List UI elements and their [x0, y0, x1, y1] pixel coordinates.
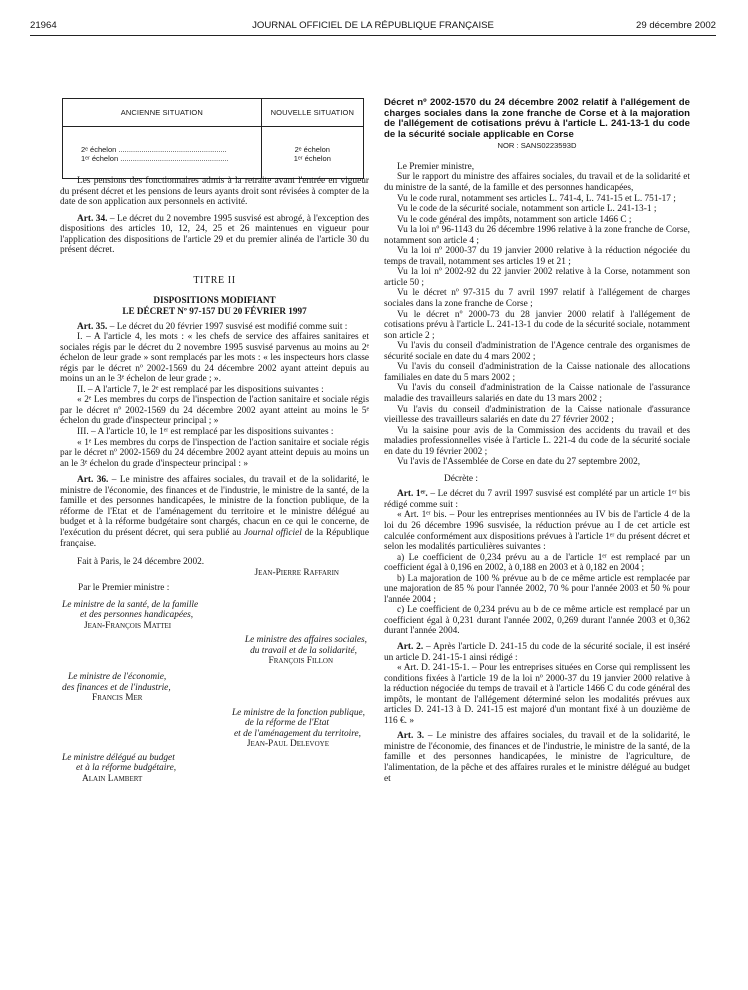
fp-name: Jean-Paul Delevoye: [246, 739, 329, 750]
aff-name: François Fillon: [268, 656, 333, 667]
old-row-2: 1ᵉʳ échelon ....................................................: [81, 154, 229, 163]
visa-12: Vu l'avis du conseil d'administration de la Caisse nationale de l'assurance maladie des travailleurs salariés en date du 13 mars 2002 ;: [384, 383, 690, 404]
decree-title: Décret nº 2002-1570 du 24 décembre 2002 relatif à l'allégement de charges sociales dans la zone franche de Corse et à la majoration de l'allégement de cotisations prévu à l'article L. 241-13-1 du code de la sécurité sociale applicable en Corse: [384, 97, 690, 140]
art1-a: a) Le coefficient de 0,234 prévu au a de l'article 1ᵉʳ est remplacé par un coefficient égal à 0,196 en 2002, à 0,188 en 2003 et à 0,182 en 2004 ;: [384, 552, 690, 574]
fp-line-1: Le ministre de la fonction publique,: [231, 707, 365, 718]
art1-text: – Le décret du 7 avril 1997 susvisé est complété par un article 1ᵉʳ bis rédigé comme suit :: [384, 489, 691, 510]
art2-text: – Après l'article D. 241-15 du code de la sécurité sociale, il est inséré un article D. 241-15-1 ainsi rédigé :: [384, 641, 691, 663]
pensions-paragraph: Les pensions des fonctionnaires admis à la retraite avant l'entrée en vigueur du présent décret et les pensions de leurs ayants droit sont révisées à compter de la date de son application aux personnels en activité.: [60, 176, 369, 208]
visa-5: Vu la loi nº 96-1143 du 26 décembre 1996 relative à la zone franche de Corse, notamment son article 4 ;: [384, 225, 690, 246]
new-row-2: 1ᵉʳ échelon: [293, 154, 331, 163]
art35-III: III. – A l'article 10, le 1ᵉʳ est remplacé par les dispositions suivantes :: [77, 427, 334, 438]
art35-II-quote: « 2ᵉ Les membres du corps de l'inspection de l'action sanitaire et sociale régis par le décret nº 2002-1569 du 24 décembre 2002 ayant atteint au moins le 5ᵉ échelon du grade d'inspecteur principal ; »: [60, 395, 369, 427]
echelon-table: [62, 98, 364, 179]
art36-label: Art. 36.: [77, 475, 109, 486]
art35-I: I. – A l'article 4, les mots : « les chefs de service des affaires sanitaires et sociales régis par le décret du 2 novembre 1995 susvisé parvenus au moins au 2ᵉ échelon de leur grade » sont remplacés par les mots : « les inspecteurs hors classe régis par le décret nº 2002-1569 du 24 décembre 2002 ayant atteint depuis au moins un an le 3ᵉ échelon de leur grade ; ».: [60, 332, 369, 385]
signature-block-economie: [62, 672, 369, 704]
header-rule: [30, 35, 716, 36]
eco-line-2: des finances et de l'industrie,: [62, 682, 171, 693]
col-old-header: ANCIENNE SITUATION: [63, 99, 262, 127]
art1-b: b) La majoration de 100 % prévue au b de ce même article est remplacée par une majoration de 85 % pour l'année 2002, 70 % pour l'année 2003 et 50 % pour l'année 2004 ;: [384, 573, 690, 605]
fait-a-paris: Fait à Paris, le 24 décembre 2002.: [77, 557, 205, 568]
visa-2: Vu le code rural, notamment ses articles L. 741-4, L. 741-15 et L. 751-17 ;: [397, 193, 676, 204]
new-cell: [261, 127, 363, 179]
art35-II: II. – A l'article 7, le 2ᵉ est remplacé par les dispositions suivantes :: [77, 384, 324, 395]
sante-line-1: Le ministre de la santé, de la famille: [62, 599, 199, 610]
journal-officiel-mention: Journal officiel: [243, 527, 302, 538]
old-cell: [63, 127, 262, 179]
visa-4: Vu le code général des impôts, notamment son article 1466 C ;: [397, 214, 632, 225]
signature-block-budget: [62, 753, 369, 785]
left-column: [60, 176, 369, 784]
art2-quote: « Art. D. 241-15-1. – Pour les entreprises situées en Corse qui remplissent les conditions fixées à l'article 19 de la loi nº 2000-37 du 19 janvier 2000 relative à la réduction négociée du temps de travail et à l'article 1466 C du code général des impôts, le montant de l'allégement déterminé selon les modalités prévues aux articles D. 241-13 à D. 241-15 est majoré d'un montant fixé à un douzième de 116 €. »: [384, 663, 690, 726]
journal-title: JOURNAL OFFICIEL DE LA RÉPUBLIQUE FRANÇAISE: [252, 20, 494, 31]
signature-block-affaires-sociales: [60, 635, 367, 667]
art2-label: Art. 2.: [397, 641, 424, 652]
art1-paragraph: [384, 489, 690, 510]
sante-name: Jean-François Mattei: [84, 620, 172, 631]
art3-text: – Le ministre des affaires sociales, du travail et de la solidarité, le ministre de l'économie, des finances et de l'industrie, le ministre de la santé, de la famille et des personnes handicapées, le ministre de l'agriculture, de l'alimentation, de la pêche et des affaires rurales et le ministre délégué au budget et: [384, 731, 691, 784]
art34-paragraph: [60, 214, 369, 256]
art36-paragraph: [60, 475, 369, 549]
aff-line-2: du travail et de la solidarité,: [250, 645, 357, 656]
visa-3: Vu le code de la sécurité sociale, notamment son article L. 241-13-1 ;: [397, 204, 657, 215]
col-new-header: NOUVELLE SITUATION: [261, 99, 363, 127]
section-subtitle-1: DISPOSITIONS MODIFIANT: [153, 295, 276, 306]
visa-15: Vu l'avis de l'Assemblée de Corse en date du 27 septembre 2002,: [397, 457, 641, 468]
visa-13: Vu l'avis du conseil d'administration de la Caisse nationale d'assurance vieillesse des travailleurs salariés en date du 27 février 2002 ;: [384, 404, 690, 426]
eco-line-1: Le ministre de l'économie,: [68, 671, 167, 682]
bud-name: Alain Lambert: [82, 773, 143, 784]
signature-block-sante: [62, 600, 369, 632]
titre-heading: TITRE II: [193, 274, 236, 286]
art35-text: – Le décret du 20 février 1997 susvisé est modifié comme suit :: [107, 321, 348, 332]
art3-paragraph: [384, 731, 690, 784]
fp-line-2: de la réforme de l'Etat: [245, 718, 329, 729]
decrete: Décrète :: [444, 473, 478, 484]
sante-line-2: et des personnes handicapées,: [80, 610, 194, 621]
signature-prime-minister: Jean-Pierre Raffarin: [254, 567, 339, 578]
fp-line-3: et de l'aménagement du territoire,: [234, 728, 361, 739]
premier-ministre: Le Premier ministre,: [397, 161, 475, 172]
par-le-premier-ministre: Par le Premier ministre :: [78, 583, 170, 594]
visa-9: Vu le décret nº 2000-73 du 28 janvier 2000 relatif à l'allégement de cotisations prévu à l'article L. 241-13-1 du code de la sécurité sociale, notamment son article 2 ;: [384, 309, 690, 341]
art36-text-a: – Le ministre des affaires sociales, du travail et de la solidarité, le ministre de l'économie, des finances et de l'industrie, le ministre de la santé, de la famille et des personnes handicapées, le ministre de la fonction publique, de la réforme de l'Etat et de l'aménagement du territoire et le ministre délégué au budget et à la réforme budgétaire sont chargés, chacun en ce qui le concerne, de l'exécution du présent décret, qui sera publié au: [60, 475, 370, 538]
bud-line-2: et à la réforme budgétaire,: [76, 763, 177, 774]
bud-line-1: Le ministre délégué au budget: [62, 752, 175, 763]
visa-1: Sur le rapport du ministre des affaires sociales, du travail et de la solidarité et du ministre de la santé, de la famille et des personnes handicapées,: [384, 172, 690, 194]
art35-paragraph: [60, 322, 369, 333]
section-subtitle-2: LE DÉCRET Nº 97-157 DU 20 FÉVRIER 1997: [122, 305, 307, 316]
page-number: 21964: [30, 20, 57, 31]
signature-block-fonction-publique: [60, 708, 369, 750]
visa-11: Vu l'avis du conseil d'administration de la Caisse nationale des allocations familiales en date du 5 mars 2002 ;: [384, 362, 690, 383]
visa-10: Vu l'avis du conseil d'administration de l'Agence centrale des organismes de sécurité sociale en date du 4 mars 2002 ;: [384, 341, 690, 362]
nor-reference: NOR : SANS0223593D: [497, 141, 577, 151]
visa-8: Vu le décret nº 97-315 du 7 avril 1997 relatif à l'allégement de charges sociales dans la zone franche de Corse ;: [384, 288, 690, 310]
art34-label: Art. 34.: [77, 213, 108, 224]
table-row: [63, 127, 364, 179]
aff-line-1: Le ministre des affaires sociales,: [244, 635, 367, 646]
eco-name: Francis Mer: [92, 693, 143, 704]
art34-text: – Le décret du 2 novembre 1995 susvisé est abrogé, à l'exception des dispositions des articles 10, 12, 24, 25 et 26 maintenues en vigueur pour l'application des dispositions de l'article 29 et du premier alinéa de l'article 30 du présent décret.: [60, 213, 369, 256]
old-row-1: 2ᵉ échelon ....................................................: [81, 145, 227, 154]
visa-6: Vu la loi nº 2000-37 du 19 janvier 2000 relative à la réduction négociée du temps de travail, notamment ses articles 19 et 21 ;: [384, 246, 690, 267]
art1-quote: « Art. 1ᵉʳ bis. – Pour les entreprises mentionnées au IV bis de l'article 4 de la loi du 26 décembre 1996 susvisée, la réduction prévue au I de cet article est calculée conformément aux dispositions prévues à l'article 1ᵉʳ du présent décret et selon les modalités particulières suivantes :: [384, 510, 690, 553]
art36-text-b: de la République française.: [60, 527, 369, 549]
visa-7: Vu la loi nº 2002-92 du 22 janvier 2002 relative à la Corse, notamment son article 50 ;: [384, 267, 690, 288]
art35-label: Art. 35.: [77, 321, 108, 332]
table-header-row: [63, 99, 364, 127]
art1-label: Art. 1ᵉʳ.: [397, 489, 428, 500]
art2-paragraph: [384, 642, 690, 663]
art1-c: c) Le coefficient de 0,234 prévu au b de ce même article est remplacé par un coefficient égal à 0,231 durant l'année 2002, 0,269 durant l'année 2003 et 0,362 durant l'année 2004.: [384, 605, 690, 637]
visa-14: Vu la saisine pour avis de la Commission des accidents du travail et des maladies professionnelles visée à l'article L. 221-4 du code de la sécurité sociale en date du 19 février 2002 ;: [384, 425, 690, 457]
page-header: [30, 20, 716, 34]
right-column: [384, 98, 690, 784]
new-row-1: 2ᵉ échelon: [294, 145, 330, 154]
art35-III-quote: « 1ᵉ Les membres du corps de l'inspection de l'action sanitaire et sociale régis par le décret nº 2002-1569 du 24 décembre 2002 ayant atteint depuis au moins un an le 3ᵉ échelon du grade d'inspecteur principal : »: [60, 437, 369, 469]
issue-date: 29 décembre 2002: [635, 20, 716, 31]
art3-label: Art. 3.: [397, 731, 425, 742]
